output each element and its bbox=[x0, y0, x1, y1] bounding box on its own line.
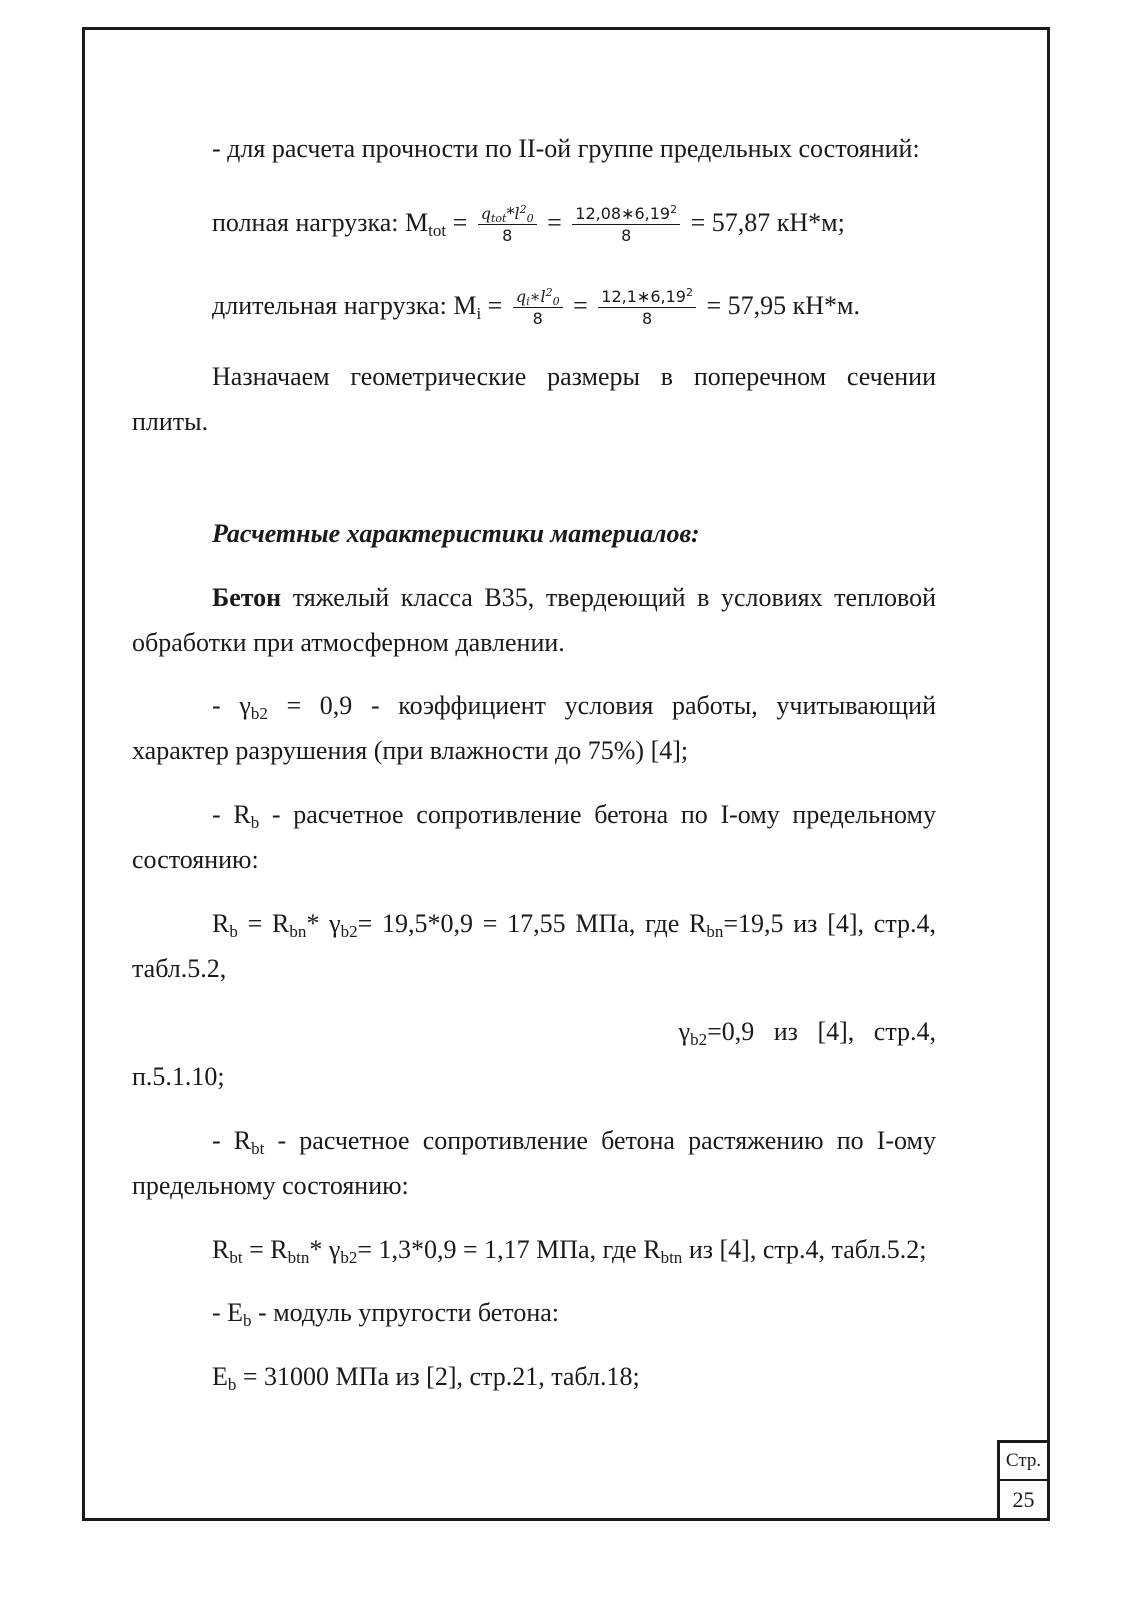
page-number-box bbox=[997, 1440, 1050, 1521]
geometry-paragraph-line1: Назначаем геометрические размеры в поперечном сечении bbox=[212, 362, 936, 391]
rbt-definition-line2: предельному состоянию: bbox=[132, 1171, 409, 1200]
intro-text: - для расчета прочности по II-ой группе предельных состояний: bbox=[212, 134, 920, 163]
gamma-paragraph-line2: характер разрушения (при влажности до 75%) [4]; bbox=[132, 736, 689, 765]
page-number: 25 bbox=[1012, 1487, 1035, 1512]
concrete-paragraph-line2: обработки при атмосферном давлении. bbox=[132, 628, 565, 657]
full-load-formula: полная нагрузка: $M_{tot}$ = $\frac{q_{tot}*l^2_0}{8}$ = $\frac{12,08∗6,19^2}{8}$ = 57,87 кН*м; bbox=[212, 202, 845, 245]
long-load-formula: длительная нагрузка: $M_i$ = $\frac{q_i∗l^2_0}{8}$ = $\frac{12,1∗6,19^2}{8}$ = 57,95 кН*м. bbox=[212, 285, 860, 328]
rbt-definition-line1: - $R_{bt}$ - расчетное сопротивление бетона растяжению по I-ому bbox=[212, 1126, 937, 1158]
rb-definition-line1: - $R_b$ - расчетное сопротивление бетона по I-ому предельному bbox=[212, 800, 937, 832]
eb-calculation: $E_b = 31000$ МПа из [2], стр.21, табл.18; bbox=[212, 1362, 640, 1394]
fraction-long-symbolic: $\frac{q_i∗l^2_0}{8}$ bbox=[513, 287, 563, 330]
gamma-paragraph-line1: - $\gamma_{b2} = 0,9$ - коэффициент условия работы, учитывающий bbox=[212, 691, 936, 723]
page-frame bbox=[82, 27, 1050, 1521]
fraction-long-numeric: $\frac{12,1∗6,19^2}{8}$ bbox=[598, 287, 696, 330]
page-label: Стр. bbox=[1000, 1443, 1047, 1481]
section-heading: Расчетные характеристики материалов: bbox=[212, 519, 700, 548]
rbt-calculation: $R_{bt} = R_{btn}*$ $\gamma_{b2}= 1,3*0,9 = 1,17$ МПа, где $R_{btn}$ из [4], стр.4, табл.5.2; bbox=[212, 1235, 927, 1267]
eb-definition: - $E_b$ - модуль упругости бетона: bbox=[212, 1298, 560, 1330]
geometry-paragraph-line2: плиты. bbox=[132, 407, 209, 436]
rb-calculation-line2: табл.5.2, bbox=[132, 954, 227, 983]
concrete-paragraph-line1: Бетон тяжелый класса В35, твердеющий в условиях тепловой bbox=[212, 583, 936, 612]
rb-definition-line2: состоянию: bbox=[132, 845, 259, 874]
rb-calculation-line1: $R_b = R_{bn}*$ $\gamma_{b2}= 19,5*0,9 = 17,55$ МПа, где $R_{bn}=19,5$ из [4], стр.4, bbox=[212, 909, 936, 941]
fraction-full-symbolic: $\frac{q_{tot}*l^2_0}{8}$ bbox=[478, 204, 537, 247]
gamma-reference-line2: п.5.1.10; bbox=[132, 1062, 225, 1091]
fraction-full-numeric: $\frac{12,08∗6,19^2}{8}$ bbox=[572, 204, 680, 247]
gamma-reference-line1: $\gamma_{b2}=0,9$ из [4], стр.4, bbox=[678, 1017, 936, 1049]
